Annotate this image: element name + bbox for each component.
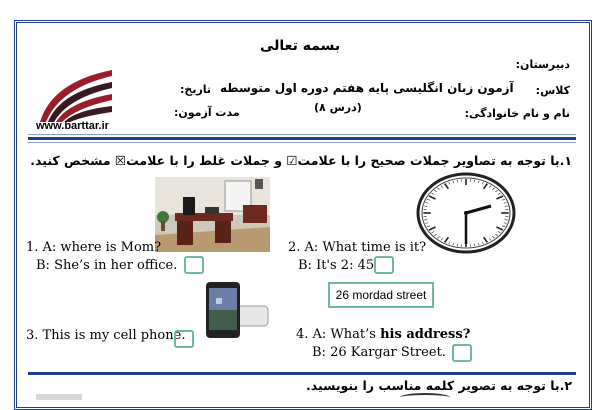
item3-line1: 3. This is my cell phone. [26,328,185,343]
item1-line1: 1. A: where is Mom? [26,240,161,255]
item1-line2: B: She’s in her office. [36,258,177,273]
class-label: کلاس: [536,84,570,97]
section2-image-partial-2 [400,393,450,402]
header-divider-thin-2 [28,142,576,143]
item4-line2: B: 26 Kargar Street. [312,345,446,360]
item4-line1-prefix: 4. A: What’s [296,327,380,342]
clock-image [415,172,517,254]
item3-checkbox[interactable] [174,330,194,348]
header-divider-thick [28,137,576,140]
item2-checkbox[interactable] [374,256,394,274]
office-image [155,177,270,252]
cellphone-image [202,280,270,340]
section1-instruction: ۱.با توجه به تصاویر جملات صحیح را با علامت☑ و جملات غلط را با علامت☒ مشخص کنید. [30,153,572,168]
lesson-number: (درس ۸) [314,101,362,114]
item4-line1-bold: his address? [380,327,470,342]
barttar-logo [32,52,122,128]
name-label: نام و نام خانوادگی: [465,107,570,120]
logo-url: www.barttar.ir [36,120,109,132]
item2-line2: B: It's 2: 45 [298,258,374,273]
section2-image-partial [36,394,82,400]
section-divider [28,372,576,375]
item4-line1 [296,327,470,342]
date-label: تاریخ: [180,83,211,96]
duration-label: مدت آزمون: [174,106,240,119]
school-label: دبیرستان: [516,58,570,71]
item4-checkbox[interactable] [452,344,472,362]
bismillah-heading: بسمه تعالی [260,38,340,54]
address-card: 26 mordad street [328,282,434,308]
item2-line1: 2. A: What time is it? [288,240,426,255]
exam-title: آزمون زبان انگلیسی پایه هفتم دوره اول متوسطه [220,81,514,95]
section2-instruction: ۲.با توجه به تصویر کلمه مناسب را بنویسید. [306,378,572,393]
header-divider-thin [28,134,576,135]
item1-checkbox[interactable] [184,256,204,274]
